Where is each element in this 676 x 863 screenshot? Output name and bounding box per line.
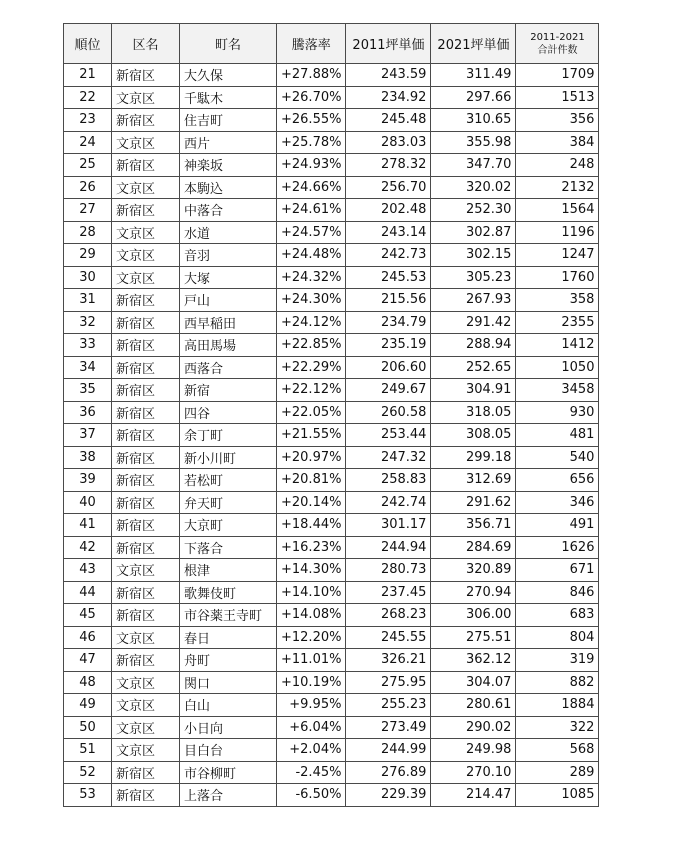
cell-total-count: 1626 (516, 536, 599, 559)
cell-price-2021: 252.65 (431, 356, 516, 379)
cell-town: 若松町 (180, 469, 277, 492)
cell-total-count: 1760 (516, 266, 599, 289)
cell-price-2011: 278.32 (346, 154, 431, 177)
cell-price-2021: 320.02 (431, 176, 516, 199)
cell-town: 戸山 (180, 289, 277, 312)
table-row (64, 266, 599, 289)
header-price-2011: 2011坪単価 (346, 24, 431, 64)
cell-price-2021: 310.65 (431, 109, 516, 132)
table-row (64, 199, 599, 222)
cell-town: 弁天町 (180, 491, 277, 514)
cell-rank: 46 (64, 626, 112, 649)
table-row (64, 86, 599, 109)
cell-price-2011: 244.94 (346, 536, 431, 559)
cell-rank: 22 (64, 86, 112, 109)
cell-rank: 23 (64, 109, 112, 132)
table-row (64, 514, 599, 537)
cell-total-count: 1412 (516, 334, 599, 357)
cell-total-count: 1513 (516, 86, 599, 109)
cell-total-count: 358 (516, 289, 599, 312)
cell-price-2021: 362.12 (431, 649, 516, 672)
cell-town: 大京町 (180, 514, 277, 537)
cell-price-2021: 355.98 (431, 131, 516, 154)
cell-town: 舟町 (180, 649, 277, 672)
cell-rank: 25 (64, 154, 112, 177)
cell-total-count: 846 (516, 581, 599, 604)
cell-rank: 41 (64, 514, 112, 537)
cell-price-2011: 245.53 (346, 266, 431, 289)
cell-ward: 新宿区 (112, 424, 180, 447)
table-row (64, 176, 599, 199)
table-body (64, 64, 599, 807)
cell-total-count: 491 (516, 514, 599, 537)
cell-ward: 新宿区 (112, 401, 180, 424)
cell-price-2021: 249.98 (431, 739, 516, 762)
cell-price-2011: 249.67 (346, 379, 431, 402)
cell-total-count: 2355 (516, 311, 599, 334)
cell-ward: 文京区 (112, 694, 180, 717)
cell-town: 白山 (180, 694, 277, 717)
cell-ward: 新宿区 (112, 311, 180, 334)
cell-price-2021: 280.61 (431, 694, 516, 717)
cell-rate: +22.05% (277, 401, 346, 424)
cell-price-2021: 284.69 (431, 536, 516, 559)
cell-rank: 48 (64, 671, 112, 694)
cell-price-2011: 326.21 (346, 649, 431, 672)
cell-ward: 新宿区 (112, 64, 180, 87)
cell-price-2021: 290.02 (431, 716, 516, 739)
cell-price-2011: 202.48 (346, 199, 431, 222)
table-row (64, 334, 599, 357)
cell-rate: +6.04% (277, 716, 346, 739)
cell-ward: 新宿区 (112, 604, 180, 627)
cell-price-2011: 245.48 (346, 109, 431, 132)
table-row (64, 356, 599, 379)
cell-rank: 24 (64, 131, 112, 154)
cell-rank: 44 (64, 581, 112, 604)
cell-ward: 新宿区 (112, 154, 180, 177)
cell-rate: +14.10% (277, 581, 346, 604)
cell-total-count: 882 (516, 671, 599, 694)
cell-rate: +22.29% (277, 356, 346, 379)
cell-ward: 新宿区 (112, 761, 180, 784)
cell-total-count: 656 (516, 469, 599, 492)
cell-town: 大久保 (180, 64, 277, 87)
cell-price-2011: 244.99 (346, 739, 431, 762)
cell-rate: +11.01% (277, 649, 346, 672)
cell-rank: 32 (64, 311, 112, 334)
cell-price-2011: 242.73 (346, 244, 431, 267)
cell-rank: 47 (64, 649, 112, 672)
cell-price-2011: 275.95 (346, 671, 431, 694)
cell-town: 神楽坂 (180, 154, 277, 177)
cell-price-2011: 215.56 (346, 289, 431, 312)
cell-total-count: 319 (516, 649, 599, 672)
cell-price-2011: 268.23 (346, 604, 431, 627)
table-row (64, 536, 599, 559)
table-row (64, 221, 599, 244)
cell-rate: +9.95% (277, 694, 346, 717)
cell-rate: +20.97% (277, 446, 346, 469)
cell-town: 新小川町 (180, 446, 277, 469)
cell-price-2011: 243.59 (346, 64, 431, 87)
cell-price-2021: 275.51 (431, 626, 516, 649)
cell-total-count: 289 (516, 761, 599, 784)
cell-total-count: 356 (516, 109, 599, 132)
cell-ward: 新宿区 (112, 356, 180, 379)
cell-total-count: 248 (516, 154, 599, 177)
cell-rank: 21 (64, 64, 112, 87)
cell-ward: 新宿区 (112, 469, 180, 492)
header-row (64, 24, 599, 64)
cell-total-count: 346 (516, 491, 599, 514)
cell-price-2011: 258.83 (346, 469, 431, 492)
cell-rank: 49 (64, 694, 112, 717)
table-row (64, 401, 599, 424)
table-row (64, 626, 599, 649)
cell-rate: +10.19% (277, 671, 346, 694)
cell-rank: 53 (64, 784, 112, 807)
cell-ward: 文京区 (112, 86, 180, 109)
cell-rank: 33 (64, 334, 112, 357)
cell-total-count: 1709 (516, 64, 599, 87)
cell-ward: 文京区 (112, 626, 180, 649)
cell-ward: 文京区 (112, 176, 180, 199)
cell-rate: +25.78% (277, 131, 346, 154)
cell-total-count: 1247 (516, 244, 599, 267)
cell-rate: +24.93% (277, 154, 346, 177)
cell-rank: 42 (64, 536, 112, 559)
cell-price-2021: 214.47 (431, 784, 516, 807)
cell-ward: 新宿区 (112, 199, 180, 222)
cell-total-count: 930 (516, 401, 599, 424)
cell-ward: 新宿区 (112, 784, 180, 807)
cell-town: 住吉町 (180, 109, 277, 132)
cell-town: 根津 (180, 559, 277, 582)
cell-rate: +20.81% (277, 469, 346, 492)
cell-price-2011: 247.32 (346, 446, 431, 469)
cell-rate: +24.66% (277, 176, 346, 199)
cell-town: 余丁町 (180, 424, 277, 447)
cell-price-2021: 302.15 (431, 244, 516, 267)
table-row (64, 311, 599, 334)
cell-rank: 27 (64, 199, 112, 222)
cell-total-count: 384 (516, 131, 599, 154)
cell-price-2011: 245.55 (346, 626, 431, 649)
table-row (64, 716, 599, 739)
cell-price-2021: 305.23 (431, 266, 516, 289)
cell-rate: -2.45% (277, 761, 346, 784)
cell-price-2011: 234.92 (346, 86, 431, 109)
cell-rate: +27.88% (277, 64, 346, 87)
cell-rate: +21.55% (277, 424, 346, 447)
cell-ward: 新宿区 (112, 514, 180, 537)
cell-price-2011: 237.45 (346, 581, 431, 604)
cell-rate: +18.44% (277, 514, 346, 537)
cell-town: 本駒込 (180, 176, 277, 199)
cell-total-count: 568 (516, 739, 599, 762)
cell-price-2011: 229.39 (346, 784, 431, 807)
cell-rank: 34 (64, 356, 112, 379)
cell-ward: 文京区 (112, 671, 180, 694)
cell-ward: 新宿区 (112, 581, 180, 604)
cell-price-2021: 291.62 (431, 491, 516, 514)
cell-ward: 文京区 (112, 559, 180, 582)
cell-total-count: 322 (516, 716, 599, 739)
header-total-count (516, 24, 599, 64)
cell-rate: +24.32% (277, 266, 346, 289)
table-row (64, 244, 599, 267)
cell-price-2011: 206.60 (346, 356, 431, 379)
cell-price-2011: 235.19 (346, 334, 431, 357)
cell-rate: +24.48% (277, 244, 346, 267)
table-row (64, 469, 599, 492)
cell-town: 大塚 (180, 266, 277, 289)
cell-price-2021: 267.93 (431, 289, 516, 312)
header-ward: 区名 (112, 24, 180, 64)
cell-price-2021: 347.70 (431, 154, 516, 177)
cell-price-2021: 288.94 (431, 334, 516, 357)
table-row (64, 761, 599, 784)
cell-town: 西片 (180, 131, 277, 154)
cell-total-count: 1050 (516, 356, 599, 379)
cell-price-2021: 270.10 (431, 761, 516, 784)
cell-ward: 新宿区 (112, 334, 180, 357)
cell-ward: 新宿区 (112, 446, 180, 469)
cell-price-2011: 283.03 (346, 131, 431, 154)
cell-rate: +24.57% (277, 221, 346, 244)
cell-price-2011: 253.44 (346, 424, 431, 447)
cell-town: 高田馬場 (180, 334, 277, 357)
cell-rate: +12.20% (277, 626, 346, 649)
cell-rank: 38 (64, 446, 112, 469)
cell-price-2011: 242.74 (346, 491, 431, 514)
cell-town: 上落合 (180, 784, 277, 807)
cell-rank: 45 (64, 604, 112, 627)
cell-total-count: 3458 (516, 379, 599, 402)
cell-rate: +26.55% (277, 109, 346, 132)
table-row (64, 739, 599, 762)
cell-ward: 新宿区 (112, 649, 180, 672)
cell-price-2011: 255.23 (346, 694, 431, 717)
cell-town: 下落合 (180, 536, 277, 559)
table-row (64, 131, 599, 154)
cell-price-2021: 306.00 (431, 604, 516, 627)
header-total-count-period: 2011-2021 (530, 31, 585, 43)
cell-town: 中落合 (180, 199, 277, 222)
table-row (64, 424, 599, 447)
cell-town: 四谷 (180, 401, 277, 424)
cell-ward: 文京区 (112, 131, 180, 154)
table-row (64, 559, 599, 582)
table-row (64, 694, 599, 717)
cell-rate: -6.50% (277, 784, 346, 807)
cell-rank: 43 (64, 559, 112, 582)
cell-rank: 52 (64, 761, 112, 784)
cell-price-2021: 318.05 (431, 401, 516, 424)
cell-price-2021: 252.30 (431, 199, 516, 222)
table-row (64, 154, 599, 177)
cell-price-2021: 308.05 (431, 424, 516, 447)
cell-price-2021: 320.89 (431, 559, 516, 582)
table-row (64, 671, 599, 694)
cell-total-count: 804 (516, 626, 599, 649)
cell-total-count: 671 (516, 559, 599, 582)
cell-ward: 文京区 (112, 266, 180, 289)
header-rate: 騰落率 (277, 24, 346, 64)
cell-rate: +24.12% (277, 311, 346, 334)
cell-ward: 新宿区 (112, 109, 180, 132)
cell-rate: +2.04% (277, 739, 346, 762)
cell-town: 関口 (180, 671, 277, 694)
cell-price-2011: 273.49 (346, 716, 431, 739)
cell-rate: +20.14% (277, 491, 346, 514)
table-row (64, 784, 599, 807)
cell-town: 西落合 (180, 356, 277, 379)
cell-price-2021: 356.71 (431, 514, 516, 537)
header-total-count-label: 合計件数 (537, 44, 578, 56)
cell-rate: +16.23% (277, 536, 346, 559)
table-row (64, 109, 599, 132)
cell-price-2021: 302.87 (431, 221, 516, 244)
cell-total-count: 2132 (516, 176, 599, 199)
cell-price-2021: 304.91 (431, 379, 516, 402)
cell-rate: +26.70% (277, 86, 346, 109)
header-town: 町名 (180, 24, 277, 64)
cell-price-2021: 270.94 (431, 581, 516, 604)
cell-price-2011: 260.58 (346, 401, 431, 424)
cell-town: 新宿 (180, 379, 277, 402)
cell-rate: +22.12% (277, 379, 346, 402)
price-ranking-table (63, 23, 599, 807)
cell-rate: +24.30% (277, 289, 346, 312)
cell-rank: 29 (64, 244, 112, 267)
cell-town: 市谷柳町 (180, 761, 277, 784)
cell-price-2021: 311.49 (431, 64, 516, 87)
cell-town: 春日 (180, 626, 277, 649)
cell-rank: 37 (64, 424, 112, 447)
cell-rank: 50 (64, 716, 112, 739)
cell-rank: 35 (64, 379, 112, 402)
cell-rank: 51 (64, 739, 112, 762)
table-row (64, 649, 599, 672)
table-row (64, 581, 599, 604)
cell-rate: +14.08% (277, 604, 346, 627)
cell-town: 小日向 (180, 716, 277, 739)
header-rank: 順位 (64, 24, 112, 64)
cell-price-2011: 276.89 (346, 761, 431, 784)
cell-price-2011: 234.79 (346, 311, 431, 334)
cell-rate: +22.85% (277, 334, 346, 357)
table-row (64, 446, 599, 469)
cell-total-count: 1884 (516, 694, 599, 717)
cell-price-2021: 299.18 (431, 446, 516, 469)
cell-rank: 31 (64, 289, 112, 312)
cell-price-2021: 312.69 (431, 469, 516, 492)
table-row (64, 604, 599, 627)
cell-total-count: 1564 (516, 199, 599, 222)
cell-town: 歌舞伎町 (180, 581, 277, 604)
cell-rank: 40 (64, 491, 112, 514)
cell-total-count: 481 (516, 424, 599, 447)
cell-price-2011: 301.17 (346, 514, 431, 537)
cell-total-count: 1196 (516, 221, 599, 244)
cell-rank: 26 (64, 176, 112, 199)
cell-town: 水道 (180, 221, 277, 244)
cell-ward: 新宿区 (112, 379, 180, 402)
table-row (64, 491, 599, 514)
cell-price-2021: 304.07 (431, 671, 516, 694)
header-price-2021: 2021坪単価 (431, 24, 516, 64)
cell-ward: 新宿区 (112, 289, 180, 312)
cell-rank: 30 (64, 266, 112, 289)
cell-total-count: 683 (516, 604, 599, 627)
cell-rate: +14.30% (277, 559, 346, 582)
cell-total-count: 540 (516, 446, 599, 469)
cell-price-2011: 280.73 (346, 559, 431, 582)
cell-rate: +24.61% (277, 199, 346, 222)
cell-town: 西早稲田 (180, 311, 277, 334)
cell-ward: 新宿区 (112, 491, 180, 514)
cell-ward: 文京区 (112, 221, 180, 244)
cell-ward: 新宿区 (112, 536, 180, 559)
table-row (64, 379, 599, 402)
cell-total-count: 1085 (516, 784, 599, 807)
cell-rank: 39 (64, 469, 112, 492)
cell-town: 目白台 (180, 739, 277, 762)
cell-town: 市谷薬王寺町 (180, 604, 277, 627)
cell-rank: 28 (64, 221, 112, 244)
cell-price-2011: 243.14 (346, 221, 431, 244)
cell-price-2021: 297.66 (431, 86, 516, 109)
cell-ward: 文京区 (112, 739, 180, 762)
cell-ward: 文京区 (112, 244, 180, 267)
cell-town: 音羽 (180, 244, 277, 267)
cell-town: 千駄木 (180, 86, 277, 109)
cell-price-2011: 256.70 (346, 176, 431, 199)
cell-ward: 文京区 (112, 716, 180, 739)
table-row (64, 289, 599, 312)
cell-rank: 36 (64, 401, 112, 424)
table-row (64, 64, 599, 87)
cell-price-2021: 291.42 (431, 311, 516, 334)
